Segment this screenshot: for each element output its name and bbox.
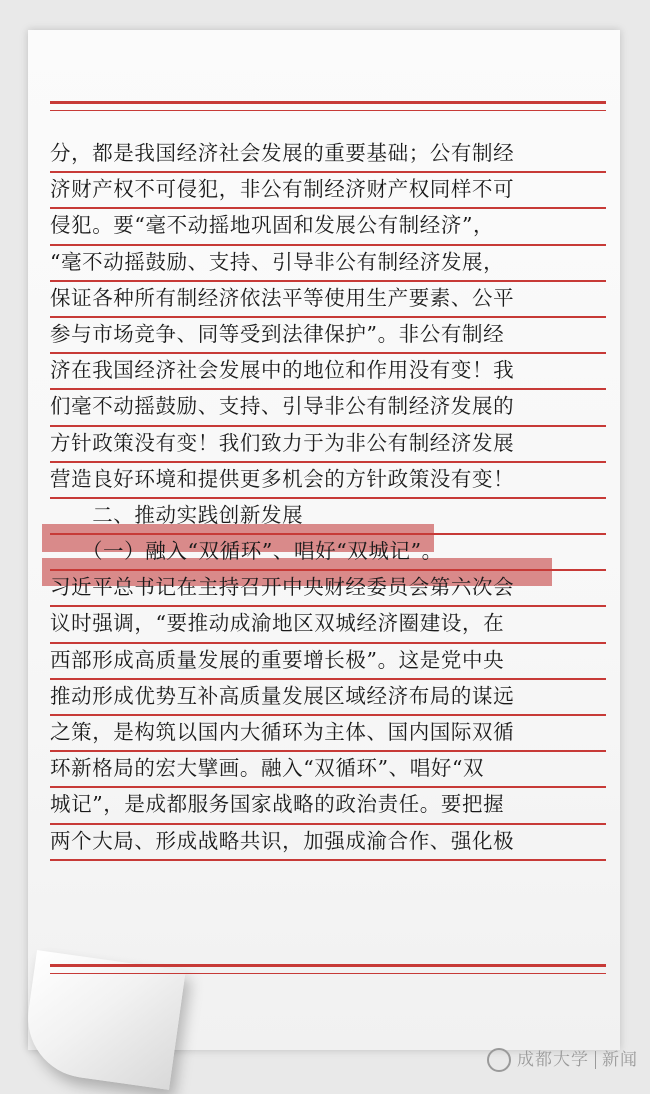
watermark-divider: [595, 1051, 596, 1069]
bottom-double-rule: [50, 964, 606, 974]
text-line: 分，都是我国经济社会发展的重要基础；公有制经: [50, 137, 606, 173]
watermark-suffix: 新闻: [602, 1050, 638, 1070]
text-line: 营造良好环境和提供更多机会的方针政策没有变！: [50, 463, 606, 499]
text-line: 环新格局的宏大擘画。融入“双循环”、唱好“双: [50, 752, 606, 788]
text-line: 济财产权不可侵犯，非公有制经济财产权同样不可: [50, 173, 606, 209]
section-heading: 二、推动实践创新发展: [50, 499, 606, 535]
text-line: “毫不动摇鼓励、支持、引导非公有制经济发展，: [50, 246, 606, 282]
text-line: 侵犯。要“毫不动摇地巩固和发展公有制经济”，: [50, 209, 606, 245]
text-line: 两个大局、形成战略共识，加强成渝合作、强化极: [50, 825, 606, 861]
text-line: 济在我国经济社会发展中的地位和作用没有变！我: [50, 354, 606, 390]
university-logo-icon: [487, 1048, 511, 1072]
text-line: 城记”，是成都服务国家战略的政治责任。要把握: [50, 788, 606, 824]
text-line: 西部形成高质量发展的重要增长极”。这是党中央: [50, 644, 606, 680]
text-line: 们毫不动摇鼓励、支持、引导非公有制经济发展的: [50, 390, 606, 426]
top-double-rule: [50, 101, 606, 111]
text-line: 保证各种所有制经济依法平等使用生产要素、公平: [50, 282, 606, 318]
text-line: 议时强调，“要推动成渝地区双城经济圈建设，在: [50, 607, 606, 643]
text-line: 参与市场竞争、同等受到法律保护”。非公有制经: [50, 318, 606, 354]
text-line: 习近平总书记在主持召开中央财经委员会第六次会: [50, 571, 606, 607]
document-body: [50, 137, 606, 861]
text-line: 方针政策没有变！我们致力于为非公有制经济发展: [50, 427, 606, 463]
text-line: 之策，是构筑以国内大循环为主体、国内国际双循: [50, 716, 606, 752]
subsection-heading: （一）融入“双循环”、唱好“双城记”。: [50, 535, 606, 571]
text-line: 推动形成优势互补高质量发展区域经济布局的谋远: [50, 680, 606, 716]
watermark: [487, 1045, 638, 1072]
watermark-name: 成都大学: [517, 1050, 589, 1070]
